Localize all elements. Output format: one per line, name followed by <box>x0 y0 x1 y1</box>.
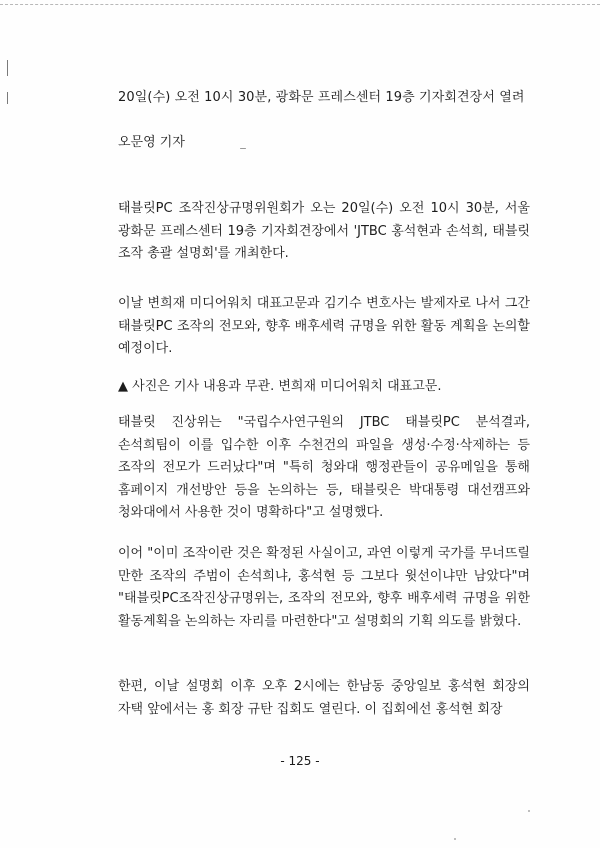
scan-speck <box>454 838 456 840</box>
photo-caption: ▲ 사진은 기사 내용과 무관. 변희재 미디어워치 대표고문. <box>118 379 442 394</box>
top-divider <box>0 4 600 5</box>
article-byline: 오문영 기자 <box>118 135 185 150</box>
article-paragraph: 이어 "이미 조작이란 것은 확정된 사실이고, 과연 이렇게 국가를 무너뜨릴 만한 조작의 주범이 손석희냐, 홍석현 등 그보다 윗선이냐만 남았다"며 "태블릿PC조작진상규명위는, 조작의 전모와, 향후 배후세력 규명을 위한 활동계획을 논의하는 자리를 마련한다"고 설명회의 기획 의도를 밝혔다. <box>118 546 530 629</box>
article-paragraph: 태블릿 진상위는 "국립수사연구원의 JTBC 태블릿PC 분석결과, 손석희팀이 이를 입수한 이후 수천건의 파일을 생성·수정·삭제하는 등 조작의 전모가 드러났다"며 "특히 청와대 행정관들이 공유메일을 통해 홈페이지 개선방안 등을 논의하는 등, 태블릿은 박대통령 대선캠프와 청와대에서 사용한 것이 명확하다"고 설명했다. <box>118 415 530 520</box>
scan-speck <box>240 148 246 149</box>
article-paragraph: 이날 변희재 미디어워치 대표고문과 김기수 변호사는 발제자로 나서 그간 태블릿PC 조작의 전모와, 향후 배후세력 규명을 위한 활동 계획을 논의할 예정이다. <box>118 296 530 356</box>
page-number: - 125 - <box>280 754 320 768</box>
binding-mark <box>7 92 8 104</box>
article-paragraph: 태블릿PC 조작진상규명위원회가 오는 20일(수) 오전 10시 30분, 서울 광화문 프레스센터 19층 기자회견장에서 'JTBC 홍석현과 손석희, 태블릿 조작 총괄 설명회'를 개최한다. <box>118 201 530 261</box>
article-subtitle: 20일(수) 오전 10시 30분, 광화문 프레스센터 19층 기자회견장서 열려 <box>118 90 525 105</box>
scan-speck <box>528 810 530 812</box>
article-paragraph: 한편, 이날 설명회 이후 오후 2시에는 한남동 중앙일보 홍석현 회장의 자택 앞에서는 홍 회장 규탄 집회도 열린다. 이 집회에선 홍석현 회장 <box>118 679 530 717</box>
binding-mark <box>7 60 8 76</box>
